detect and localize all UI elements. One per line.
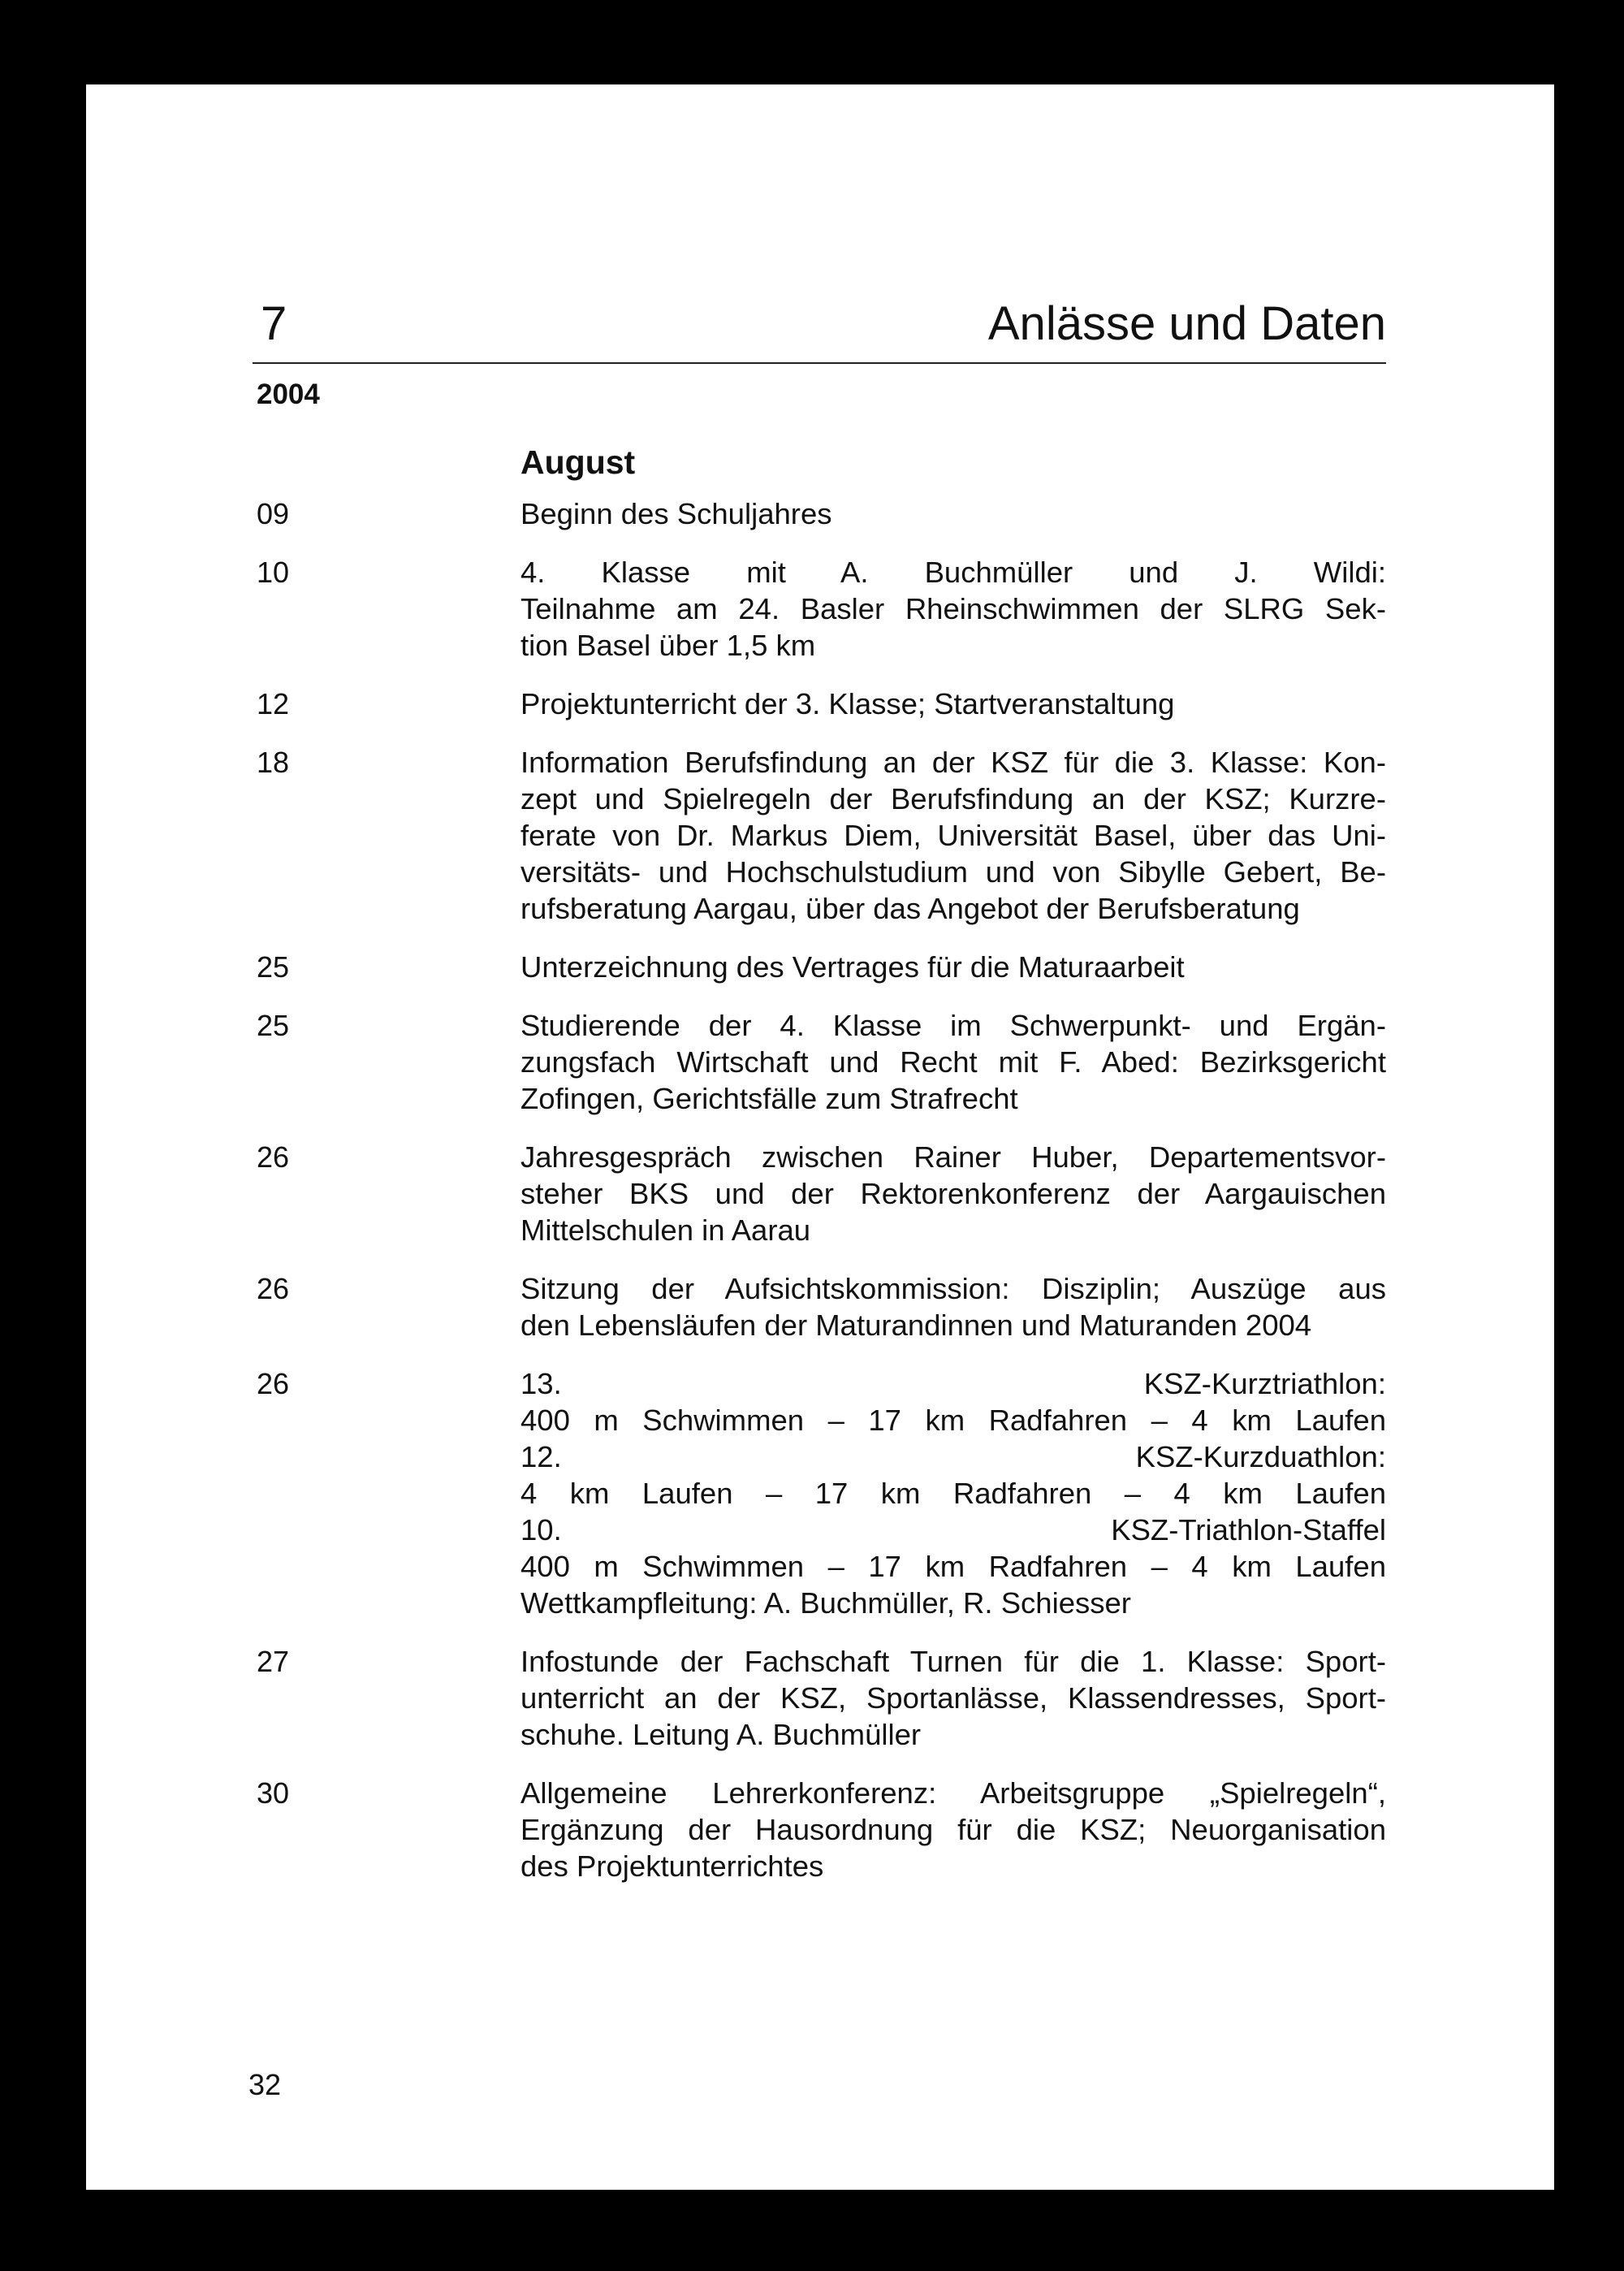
event-description bbox=[520, 554, 1386, 664]
event-list bbox=[257, 495, 1386, 1906]
event-description-line: 400 m Schwimmen – 17 km Radfahren – 4 km Laufen bbox=[520, 1404, 1386, 1437]
event-description bbox=[520, 495, 1386, 532]
event-description-line: ferate von Dr. Markus Diem, Universität Basel, über das Uni- bbox=[520, 819, 1386, 852]
event-description-line: Wettkampfleitung: A. Buchmüller, R. Schiesser bbox=[520, 1586, 1131, 1620]
event-description-line: versitäts- und Hochschulstudium und von Sibylle Gebert, Be- bbox=[520, 855, 1386, 889]
event-description bbox=[520, 1775, 1386, 1884]
event-description-line: Mittelschulen in Aarau bbox=[520, 1213, 811, 1247]
event-entry bbox=[257, 686, 1386, 722]
event-day: 12 bbox=[257, 687, 290, 720]
document-page bbox=[86, 84, 1554, 2190]
page-number: 32 bbox=[248, 2068, 282, 2101]
event-description-line: rufsberatung Aargau, über das Angebot der Berufsberatung bbox=[520, 892, 1300, 925]
chapter-title: Anlässe und Daten bbox=[987, 297, 1386, 350]
event-description-line: Jahresgespräch zwischen Rainer Huber, Departementsvor- bbox=[520, 1140, 1386, 1174]
event-description-line: Allgemeine Lehrerkonferenz: Arbeitsgruppe „Spielregeln“, bbox=[520, 1776, 1386, 1810]
event-entry bbox=[257, 1775, 1386, 1884]
event-description-line: unterricht an der KSZ, Sportanlässe, Klassendresses, Sport- bbox=[520, 1681, 1386, 1715]
event-entry bbox=[257, 1139, 1386, 1248]
event-description bbox=[520, 686, 1386, 722]
event-day: 09 bbox=[257, 497, 290, 530]
event-entry bbox=[257, 949, 1386, 985]
event-entry bbox=[257, 495, 1386, 532]
event-description bbox=[520, 1270, 1386, 1343]
event-entry bbox=[257, 1643, 1386, 1753]
event-description-line: 4 km Laufen – 17 km Radfahren – 4 km Laufen bbox=[520, 1477, 1386, 1510]
event-description-line: 13. KSZ-Kurztriathlon: bbox=[520, 1367, 1386, 1400]
event-description-line: Infostunde der Fachschaft Turnen für die 1. Klasse: Sport- bbox=[520, 1645, 1386, 1678]
event-day: 10 bbox=[257, 556, 290, 589]
event-day: 27 bbox=[257, 1645, 290, 1678]
event-description-line: zept und Spielregeln der Berufsfindung an der KSZ; Kurzre- bbox=[520, 782, 1386, 815]
event-description-line: Information Berufsfindung an der KSZ für die 3. Klasse: Kon- bbox=[520, 746, 1386, 779]
event-description bbox=[520, 1365, 1386, 1621]
event-day: 26 bbox=[257, 1367, 290, 1400]
event-description-line: steher BKS und der Rektorenkonferenz der Aargauischen bbox=[520, 1177, 1386, 1210]
event-description-line: 10. KSZ-Triathlon-Staffel bbox=[520, 1513, 1386, 1546]
event-day: 25 bbox=[257, 1009, 290, 1042]
event-description bbox=[520, 1139, 1386, 1248]
event-description-line: Zofingen, Gerichtsfälle zum Strafrecht bbox=[520, 1082, 1018, 1115]
event-description-line: 4. Klasse mit A. Buchmüller und J. Wildi: bbox=[520, 556, 1386, 589]
event-description-line: Sitzung der Aufsichtskommission: Disziplin; Auszüge aus bbox=[520, 1272, 1386, 1305]
event-description-line: Beginn des Schuljahres bbox=[520, 497, 832, 530]
event-description bbox=[520, 1643, 1386, 1753]
event-description bbox=[520, 1007, 1386, 1117]
event-day: 26 bbox=[257, 1272, 290, 1305]
event-description-line: den Lebensläufen der Maturandinnen und Maturanden 2004 bbox=[520, 1309, 1312, 1342]
event-description-line: zungsfach Wirtschaft und Recht mit F. Abed: Bezirksgericht bbox=[520, 1045, 1386, 1079]
month-heading: August bbox=[520, 443, 636, 481]
event-description-line: Studierende der 4. Klasse im Schwerpunkt- und Ergän- bbox=[520, 1009, 1386, 1042]
event-entry bbox=[257, 1270, 1386, 1343]
chapter-header bbox=[253, 296, 1386, 364]
event-entry bbox=[257, 1365, 1386, 1621]
event-description-line: Ergänzung der Hausordnung für die KSZ; Neuorganisation bbox=[520, 1813, 1386, 1846]
event-description bbox=[520, 744, 1386, 927]
event-description-line: schuhe. Leitung A. Buchmüller bbox=[520, 1718, 922, 1751]
event-entry bbox=[257, 554, 1386, 664]
event-day: 18 bbox=[257, 746, 290, 779]
event-description-line: Teilnahme am 24. Basler Rheinschwimmen der SLRG Sek- bbox=[520, 592, 1386, 625]
event-day: 30 bbox=[257, 1776, 290, 1810]
chapter-number: 7 bbox=[261, 297, 287, 350]
event-description-line: Unterzeichnung des Vertrages für die Maturaarbeit bbox=[520, 950, 1185, 984]
event-description bbox=[520, 949, 1386, 985]
year-heading: 2004 bbox=[257, 378, 320, 410]
event-day: 26 bbox=[257, 1140, 290, 1174]
event-description-line: Projektunterricht der 3. Klasse; Startveranstaltung bbox=[520, 687, 1175, 720]
event-entry bbox=[257, 744, 1386, 927]
event-description-line: 400 m Schwimmen – 17 km Radfahren – 4 km Laufen bbox=[520, 1550, 1386, 1583]
event-day: 25 bbox=[257, 950, 290, 984]
event-description-line: 12. KSZ-Kurzduathlon: bbox=[520, 1440, 1386, 1473]
event-description-line: tion Basel über 1,5 km bbox=[520, 629, 816, 662]
event-description-line: des Projektunterrichtes bbox=[520, 1849, 824, 1883]
event-entry bbox=[257, 1007, 1386, 1117]
